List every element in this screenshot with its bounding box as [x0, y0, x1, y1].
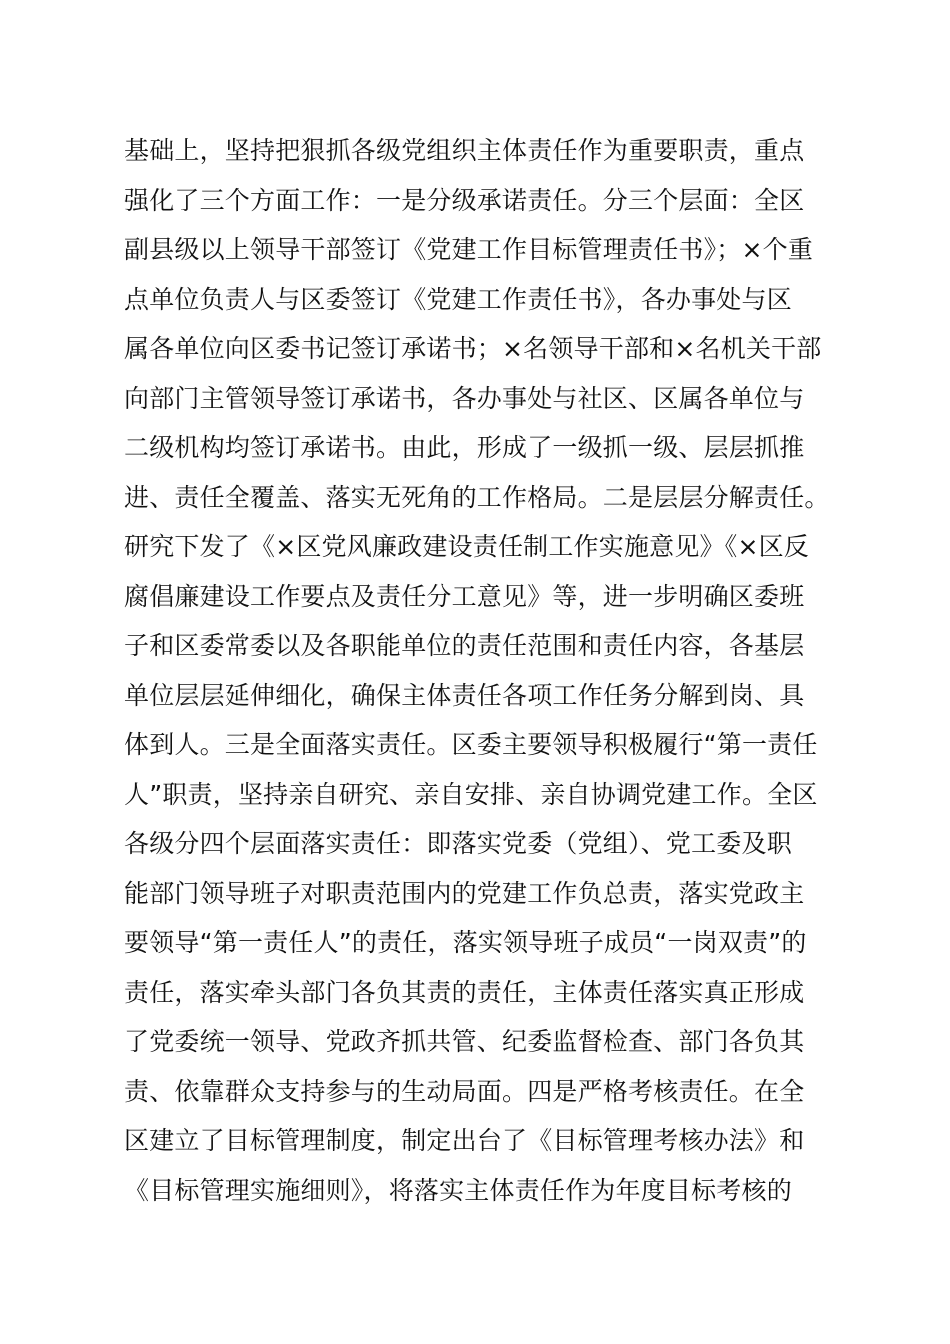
text-line: 向部门主管领导签订承诺书，各办事处与社区、区属各单位与 [124, 383, 805, 413]
text-line: 研究下发了《×区党风廉政建设责任制工作实施意见》《×区反 [124, 532, 809, 561]
body-text [124, 126, 844, 1215]
text-line: 副县级以上领导干部签订《党建工作目标管理责任书》；×个重 [124, 235, 814, 264]
text-line: 强化了三个方面工作：一是分级承诺责任。分三个层面：全区 [124, 185, 805, 215]
text-line: 二级机构均签订承诺书。由此，形成了一级抓一级、层层抓推 [124, 433, 805, 462]
text-line: 腐倡廉建设工作要点及责任分工意见》等，进一步明确区委班 [124, 581, 805, 611]
text-line: 责、依靠群众支持参与的生动局面。四是严格考核责任。在全 [124, 1076, 805, 1106]
text-line: 责任，落实牵头部门各负其责的责任，主体责任落实真正形成 [124, 977, 805, 1007]
text-line: 能部门领导班子对职责范围内的党建工作负总责，落实党政主 [124, 878, 805, 908]
text-line: 基础上，坚持把狠抓各级党组织主体责任作为重要职责，重点 [124, 136, 805, 165]
text-line: 各级分四个层面落实责任：即落实党委（党组）、党工委及职 [124, 829, 792, 858]
text-line: 了党委统一领导、党政齐抓共管、纪委监督检查、部门各负其 [124, 1027, 805, 1056]
text-line: 要领导“第一责任人”的责任，落实领导班子成员“一岗双责”的 [124, 928, 807, 957]
text-line: 《目标管理实施细则》，将落实主体责任作为年度目标考核的 [124, 1175, 792, 1205]
text-line: 单位层层延伸细化，确保主体责任各项工作任务分解到岗、具 [124, 680, 805, 710]
text-line: 区建立了目标管理制度，制定出台了《目标管理考核办法》和 [124, 1126, 805, 1155]
text-line: 体到人。三是全面落实责任。区委主要领导积极履行“第一责任 [124, 730, 818, 759]
text-line: 属各单位向区委书记签订承诺书；×名领导干部和×名机关干部 [124, 334, 822, 363]
text-line: 进、责任全覆盖、落实无死角的工作格局。二是层层分解责任。 [124, 482, 830, 512]
text-line: 人”职责，坚持亲自研究、亲自安排、亲自协调党建工作。全区 [124, 779, 818, 809]
text-line: 点单位负责人与区委签订《党建工作责任书》，各办事处与区 [124, 284, 792, 314]
text-line: 子和区委常委以及各职能单位的责任范围和责任内容，各基层 [124, 631, 805, 660]
